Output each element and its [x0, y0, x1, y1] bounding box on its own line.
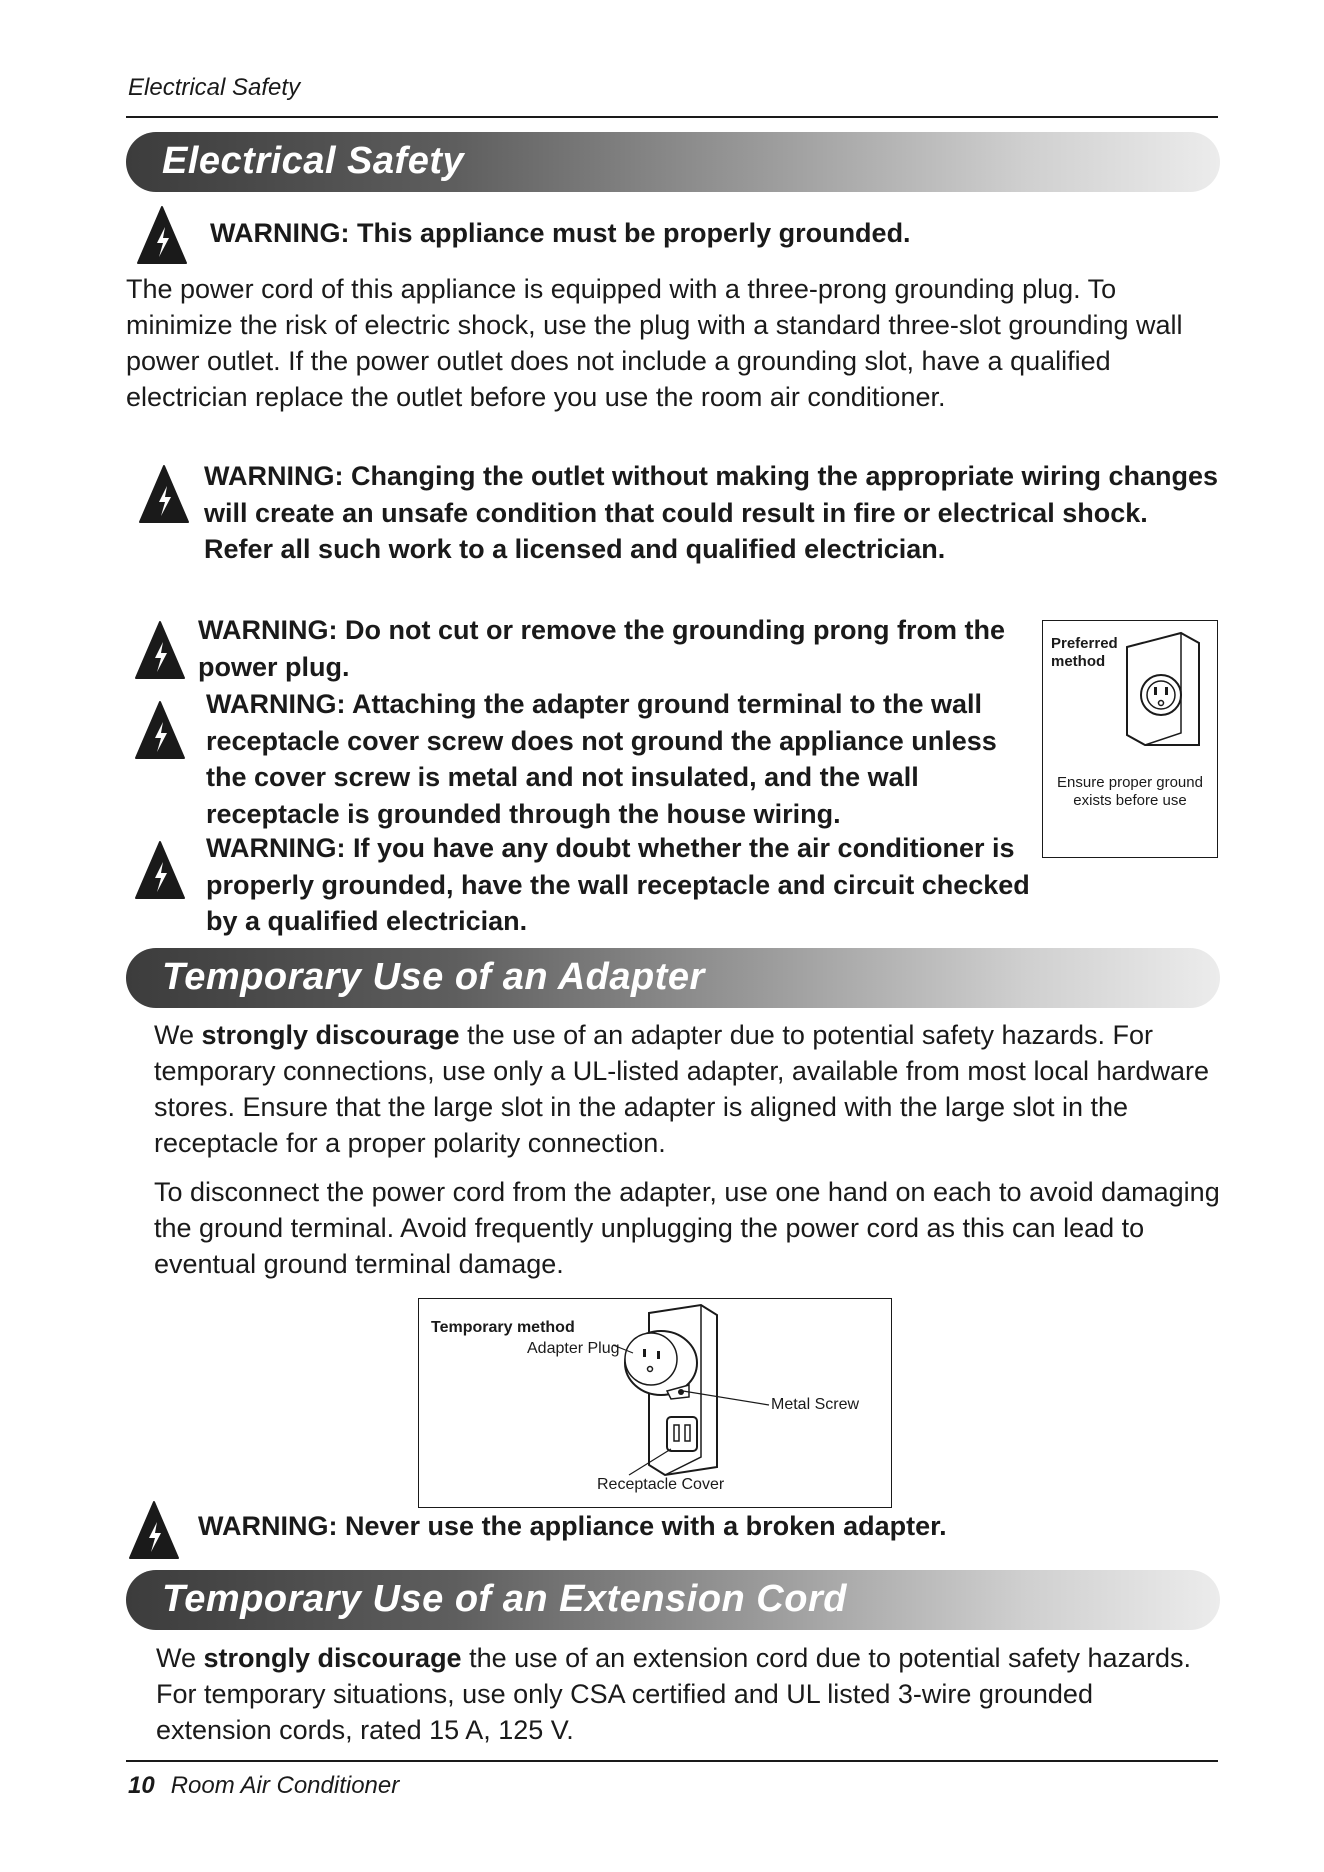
adapter-paragraph-2: To disconnect the power cord from the adapter, use one hand on each to avoid damaging the ground terminal. Avoid frequently unplugging the power cord as this can lead to eventual ground terminal damage.	[154, 1177, 1220, 1279]
warning-icon	[128, 1500, 180, 1560]
figure-label-preferred: Preferred	[1051, 635, 1118, 652]
section-banner-electrical-safety	[126, 132, 1220, 192]
header-rule	[126, 116, 1218, 118]
warning-icon	[134, 620, 186, 680]
footer-rule	[126, 1760, 1218, 1762]
figure-temporary-method	[418, 1298, 892, 1508]
grounding-paragraph: The power cord of this appliance is equipped with a three-prong grounding plug. To minimize the risk of electric shock, use the plug with a standard three-slot grounding wall power outlet. If the power outlet does not include a grounding slot, have a qualified electrician replace the outlet before you use the room air conditioner.	[126, 274, 1183, 412]
section-title: Temporary Use of an Extension Cord	[162, 1578, 847, 1620]
page-footer	[128, 1772, 399, 1800]
warning-outlet-changes: WARNING: Changing the outlet without making the appropriate wiring changes will create an unsafe condition that could result in fire or electrical shock. Refer all such work to a licensed and qualified electrician.	[204, 461, 1219, 564]
section-title: Electrical Safety	[162, 140, 465, 182]
page-number: 10	[128, 1772, 155, 1799]
warning-adapter-cover-screw: WARNING: Attaching the adapter ground terminal to the wall receptacle cover screw does not ground the appliance unless the cover screw is metal and not insulated, and the wall receptacle is grounded through the house wiring.	[206, 689, 997, 829]
warning-grounding-prong: WARNING: Do not cut or remove the grounding prong from the power plug.	[198, 615, 1005, 682]
warning-grounded: WARNING: This appliance must be properly grounded.	[210, 218, 911, 248]
warning-broken-adapter: WARNING: Never use the appliance with a broken adapter.	[198, 1511, 947, 1541]
running-header: Electrical Safety	[128, 74, 301, 101]
warning-icon	[136, 205, 188, 265]
label-adapter-plug: Adapter Plug	[527, 1340, 620, 1357]
figure-caption-line2: exists before use	[1073, 792, 1187, 809]
extension-paragraph: We strongly discourage the use of an extension cord due to potential safety hazards. For temporary situations, use only CSA certified and UL listed 3-wire grounded extension cords, rated 15 A, 125 V.	[156, 1643, 1192, 1745]
figure-caption-line1: Ensure proper ground	[1057, 774, 1203, 791]
warning-grounding-doubt: WARNING: If you have any doubt whether the air conditioner is properly grounded, have the wall receptacle and circuit checked by a qualified electrician.	[206, 833, 1030, 936]
label-receptacle-cover: Receptacle Cover	[597, 1476, 725, 1493]
warning-icon	[134, 700, 186, 760]
section-banner-extension-cord	[126, 1570, 1220, 1630]
document-title: Room Air Conditioner	[170, 1772, 400, 1799]
figure-label-method: method	[1051, 653, 1106, 670]
warning-icon	[138, 464, 190, 524]
section-banner-adapter	[126, 948, 1220, 1008]
figure-label-temporary-method: Temporary method	[431, 1319, 575, 1336]
figure-preferred-method	[1042, 620, 1218, 858]
adapter-paragraph-1: We strongly discourage the use of an adapter due to potential safety hazards. For temporary connections, use only a UL-listed adapter, available from most local hardware stores. Ensure that the large slot in the adapter is aligned with the large slot in the receptacle for a proper polarity connection.	[154, 1020, 1210, 1158]
strongly-discourage-emphasis: strongly discourage	[203, 1643, 462, 1673]
wall-outlet-illustration	[1123, 629, 1203, 747]
strongly-discourage-emphasis: strongly discourage	[201, 1020, 460, 1050]
warning-icon	[134, 840, 186, 900]
adapter-plug-illustration	[589, 1299, 789, 1507]
label-metal-screw: Metal Screw	[771, 1396, 860, 1413]
section-title: Temporary Use of an Adapter	[162, 956, 705, 998]
